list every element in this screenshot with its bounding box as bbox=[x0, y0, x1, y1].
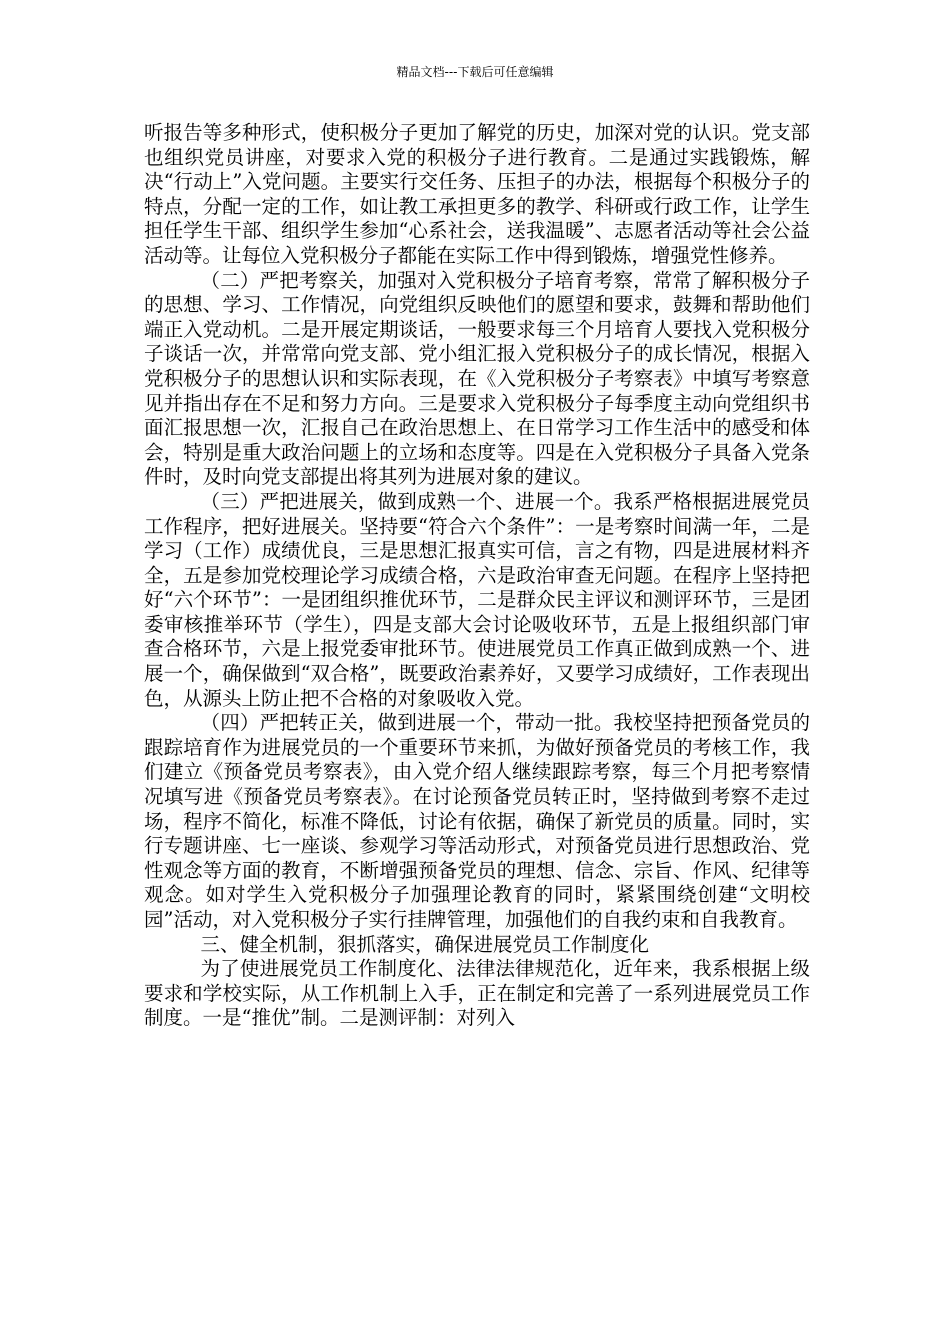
paragraph-section-4: （四）严把转正关，做到进展一个，带动一批。我校坚持把预备党员的跟踪培育作为进展党员的一个重要环节来抓，为做好预备党员的考核工作，我们建立《预备党员考察表》，由入党介绍人继续跟踪考察，每三个月把考察情况填写进《预备党员考察表》。在讨论预备党员转正时，坚持做到考察不走过场，程序不简化，标准不降低，讨论有依据，确保了新党员的质量。同时，实行专题讲座、七一座谈、参观学习等活动形式，对预备党员进行思想政治、党性观念等方面的教育，不断增强预备党员的理想、信念、宗旨、作风、纪律等观念。如对学生入党积极分子加强理论教育的同时，紧紧围绕创建“文明校园”活动，对入党积极分子实行挂牌管理，加强他们的自我约束和自我教育。 bbox=[144, 711, 810, 931]
section-heading: 三、健全机制，狠抓落实，确保进展党员工作制度化 bbox=[200, 932, 650, 956]
paragraph-continuation: 听报告等多种形式，使积极分子更加了解党的历史，加深对党的认识。党支部也组织党员讲座，对要求入党的积极分子进行教育。二是通过实践锻炼，解决“行动上”入党问题。主要实行交任务、压担子的办法，根据每个积极分子的特点，分配一定的工作，如让教工承担更多的教学、科研或行政工作，让学生担任学生干部、组织学生参加“心系社会，送我温暖”、志愿者活动等社会公益活动等。让每位入党积极分子都能在实际工作中得到锻炼，增强党性修养。 bbox=[144, 121, 810, 267]
page-header: 精品文档---下载后可任意编辑 bbox=[396, 65, 554, 79]
paragraph-section-3: （三）严把进展关，做到成熟一个、进展一个。我系严格根据进展党员工作程序，把好进展关。坚持要“符合六个条件”：一是考察时间满一年，二是学习（工作）成绩优良，三是思想汇报真实可信，言之有物，四是进展材料齐全，五是参加党校理论学习成绩合格，六是政治审查无问题。在程序上坚持把好“六个环节”：一是团组织推优环节，二是群众民主评议和测评环节，三是团委审核推举环节（学生），四是支部大会讨论吸收环节，五是上报组织部门审查合格环节，六是上报党委审批环节。使进展党员工作真正做到成熟一个、进展一个，确保做到“双合格”，既要政治素养好，又要学习成绩好，工作表现出色，从源头上防止把不合格的对象吸收入党。 bbox=[144, 489, 810, 710]
paragraph-section-2: （二）严把考察关，加强对入党积极分子培育考察，常常了解积极分子的思想、学习、工作情况，向党组织反映他们的愿望和要求，鼓舞和帮助他们端正入党动机。二是开展定期谈话，一般要求每三个月培育人要找入党积极分子谈话一次，并常常向党支部、党小组汇报入党积极分子的成长情况，根据入党积极分子的思想认识和实际表现，在《入党积极分子考察表》中填写考察意见并指出存在不足和努力方向。三是要求入党积极分子每季度主动向党组织书面汇报思想一次，汇报自己在政治思想上、在日常学习工作生活中的感受和体会，特别是重大政治问题上的立场和态度等。四是在入党积极分子具备入党条件时，及时向党支部提出将其列为进展对象的建议。 bbox=[144, 268, 810, 489]
paragraph-mechanism: 为了使进展党员工作制度化、法律法律规范化，近年来，我系根据上级要求和学校实际，从工作机制上入手，正在制定和完善了一系列进展党员工作制度。一是“推优”制。二是测评制：对列入 bbox=[144, 957, 810, 1030]
document-body bbox=[144, 121, 810, 1031]
